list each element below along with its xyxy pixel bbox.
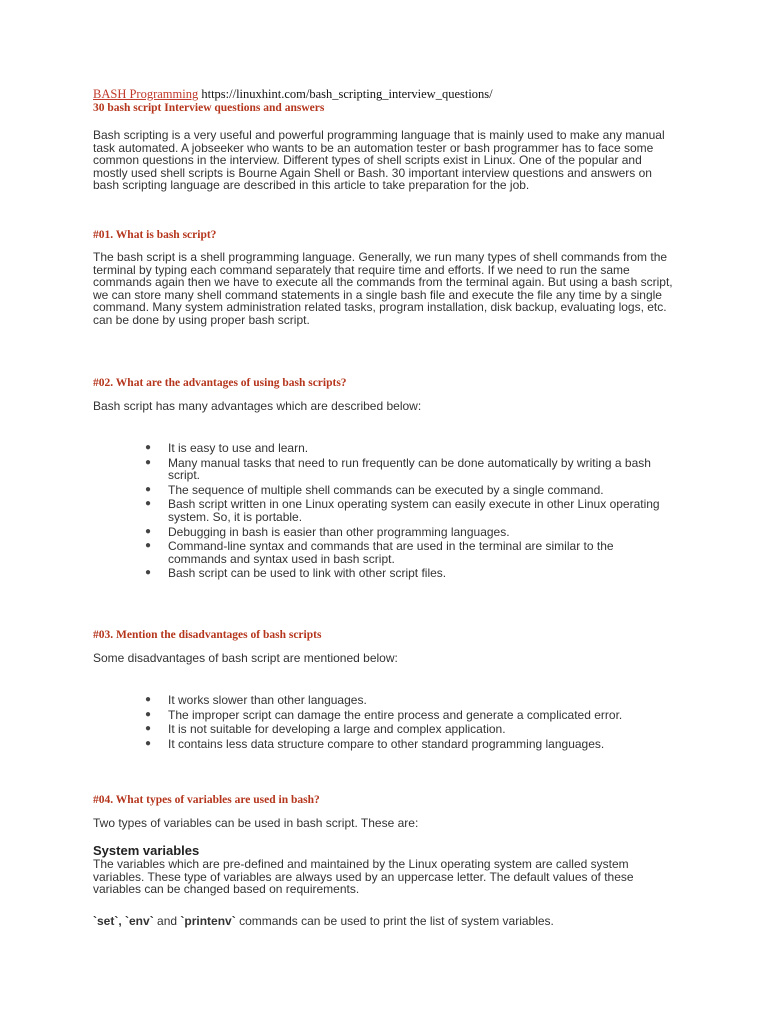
list-item: ● Bash script can be used to link with other script files. — [145, 566, 447, 581]
bullet-icon: ● — [145, 723, 152, 735]
q1-answer: The bash script is a shell programming language. Generally, we run many types of shell commands from the terminal by typing each command separately that require time and efforts. If we need to run the same commands again then we have to execute all the commands from the terminal again. But using a bash script, we can store many shell command statements in a single bash file and execute the file any time by a single command. Many system administration related tasks, program installation, disk backup, evaluating logs, etc. can be done by using proper bash script. — [93, 250, 673, 327]
q3-lead: Some disadvantages of bash script are mentioned below: — [93, 651, 398, 665]
header-line — [93, 87, 673, 102]
q1-heading: #01. What is bash script? — [93, 229, 217, 241]
list-item: ● It is not suitable for developing a large and complex application. — [145, 722, 506, 737]
system-variables-text: The variables which are pre-defined and maintained by the Linux operating system are called system variables. These type of variables are always used by an uppercase letter. The default values of these variables can be changed based on requirements. — [93, 857, 634, 897]
bullet-icon: ● — [145, 694, 152, 705]
system-variables-heading: System variables — [93, 843, 200, 858]
intro-paragraph: Bash scripting is a very useful and powerful programming language that is mainly used to make any manual task automated. A jobseeker who wants to be an automation tester or bash programmer has to face some common questions in the interview. Different types of shell scripts exist in Linux. One of the popular and mostly used shell scripts is Bourne Again Shell or Bash. 30 important interview questions and answers on bash scripting language are described in this article to take preparation for the job. — [93, 128, 665, 193]
q2-bullet-list — [93, 442, 673, 582]
bullet-icon: ● — [145, 540, 152, 552]
list-item: ● The improper script can damage the entire process and generate a complicated error. — [145, 707, 623, 722]
q2-lead: Bash script has many advantages which are described below: — [93, 399, 422, 413]
q4-lead: Two types of variables can be used in bash script. These are: — [93, 816, 419, 830]
q3-heading: #03. Mention the disadvantages of bash scripts — [93, 629, 322, 641]
list-item: ● It works slower than other languages. — [145, 693, 367, 707]
cmd-env: `env` — [125, 914, 154, 928]
list-item: ● Command-line syntax and commands that are used in the terminal are similar to the commands and syntax used in bash script. — [145, 539, 614, 566]
list-item: ● The sequence of multiple shell commands can be executed by a single command. — [145, 482, 604, 497]
bullet-icon: ● — [145, 442, 152, 453]
list-item: ● It is easy to use and learn. — [145, 441, 309, 455]
bullet-icon: ● — [145, 737, 152, 749]
source-url[interactable]: https://linuxhint.com/bash_scripting_interview_questions/ — [201, 87, 493, 101]
list-item: ● Bash script written in one Linux operating system can easily execute in other Linux operating system. So, it is portable. — [145, 497, 660, 524]
list-item: ● Debugging in bash is easier than other programming languages. — [145, 524, 510, 539]
bullet-icon: ● — [145, 567, 152, 579]
list-item: ● Many manual tasks that need to run frequently can be done automatically by writing a bash script. — [145, 455, 651, 483]
q4-heading: #04. What types of variables are used in bash? — [93, 794, 320, 806]
bullet-icon: ● — [145, 708, 152, 720]
commands-line: `set`, `env` and `printenv` commands can be used to print the list of system variables. — [93, 914, 554, 928]
bullet-icon: ● — [145, 456, 152, 468]
bullet-icon: ● — [145, 483, 152, 495]
q2-heading: #02. What are the advantages of using bash scripts? — [93, 377, 347, 389]
bullet-icon: ● — [145, 498, 152, 510]
bash-programming-link[interactable]: BASH Programming — [93, 87, 199, 101]
cmd-printenv: `printenv` — [180, 914, 236, 928]
q3-bullet-list — [93, 694, 673, 752]
cmd-set: `set` — [93, 914, 119, 928]
list-item: ● It contains less data structure compare to other standard programming languages. — [145, 736, 605, 751]
document-title: 30 bash script Interview questions and answers — [93, 102, 325, 114]
bullet-icon: ● — [145, 525, 152, 537]
